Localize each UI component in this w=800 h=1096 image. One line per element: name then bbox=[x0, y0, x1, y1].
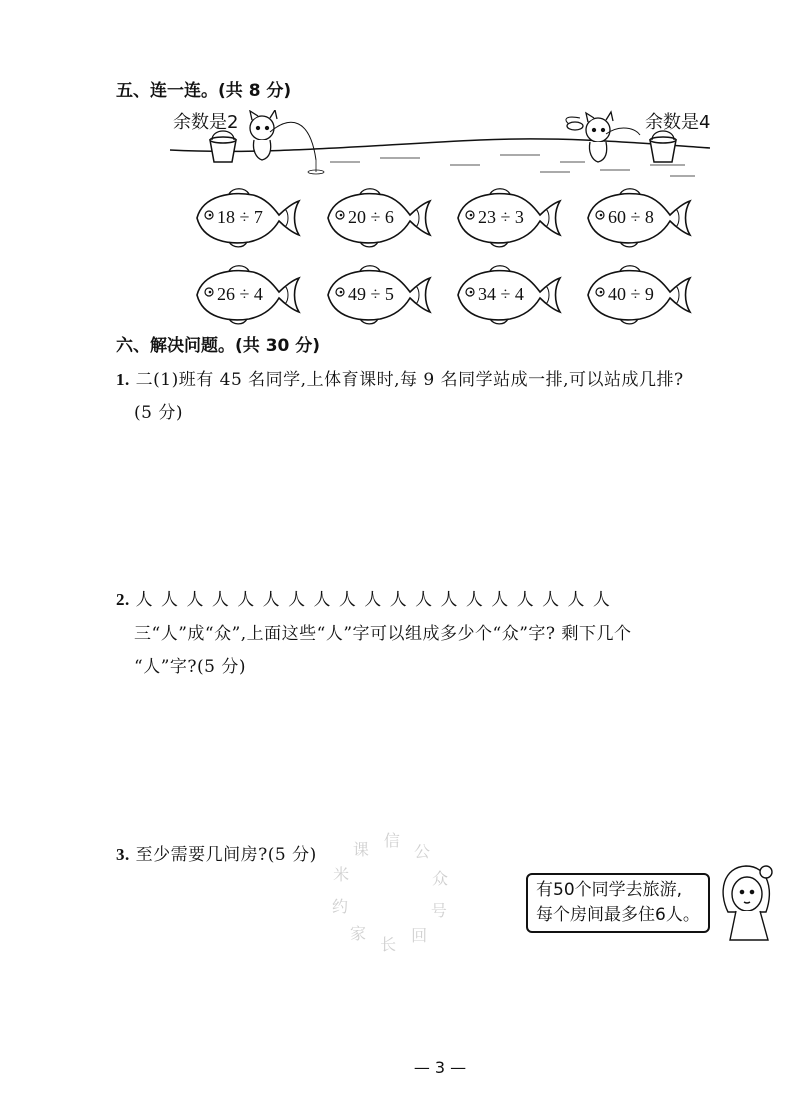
question-1-score: (5 分) bbox=[134, 403, 183, 423]
bubble-line-1: 有50个同学去旅游, bbox=[536, 880, 683, 900]
question-1 bbox=[116, 365, 684, 390]
right-cat-fishing-icon bbox=[566, 112, 640, 162]
question-3 bbox=[116, 840, 317, 865]
section-6-title: 六、解决问题。(共 30 分) bbox=[116, 336, 321, 356]
question-1-number: 1. bbox=[116, 370, 130, 389]
fish-card[interactable] bbox=[193, 185, 301, 251]
fish-expression: 26 ÷ 4 bbox=[217, 284, 263, 304]
fish-card[interactable] bbox=[193, 262, 301, 328]
watermark-stamp bbox=[320, 820, 460, 960]
question-3-number: 3. bbox=[116, 845, 130, 864]
fish-expression: 60 ÷ 8 bbox=[608, 207, 654, 227]
right-remainder-label: 余数是4 bbox=[645, 112, 711, 133]
fish-expression: 40 ÷ 9 bbox=[608, 284, 654, 304]
fish-card[interactable] bbox=[324, 262, 432, 328]
watermark-char: 长 bbox=[380, 934, 397, 954]
left-remainder-label: 余数是2 bbox=[173, 112, 239, 133]
question-1-line1: 二(1)班有 45 名同学,上体育课时,每 9 名同学站成一排,可以站成几排? bbox=[135, 370, 684, 390]
question-2-people-row: 人 人 人 人 人 人 人 人 人 人 人 人 人 人 人 人 人 人 人 bbox=[135, 590, 612, 610]
question-2-people-row-wrap bbox=[116, 585, 611, 610]
left-bucket-icon bbox=[210, 131, 236, 162]
watermark-char: 信 bbox=[383, 831, 400, 851]
watermark-char: 众 bbox=[431, 868, 448, 888]
question-2-line2: “人”字?(5 分) bbox=[134, 657, 246, 677]
question-2-line1: 三“人”成“众”,上面这些“人”字可以组成多少个“众”字? 剩下几个 bbox=[134, 624, 632, 644]
fish-card[interactable] bbox=[324, 185, 432, 251]
left-cat-fishing-icon bbox=[250, 110, 324, 174]
watermark-char: 课 bbox=[352, 839, 369, 859]
speech-bubble bbox=[526, 873, 710, 933]
fish-card[interactable] bbox=[584, 185, 692, 251]
question-3-text: 至少需要几间房?(5 分) bbox=[135, 845, 317, 865]
fish-card[interactable] bbox=[454, 262, 562, 328]
watermark-char: 号 bbox=[430, 900, 447, 920]
watermark-char: 公 bbox=[414, 842, 431, 862]
pond-scene-illustration bbox=[150, 110, 720, 185]
watermark-char: 家 bbox=[349, 923, 366, 943]
watermark-char: 约 bbox=[332, 897, 349, 917]
fish-expression: 23 ÷ 3 bbox=[478, 207, 524, 227]
fish-expression: 34 ÷ 4 bbox=[478, 284, 524, 304]
fish-card[interactable] bbox=[454, 185, 562, 251]
fish-expression: 18 ÷ 7 bbox=[217, 207, 263, 227]
page-number: — 3 — bbox=[413, 1058, 467, 1077]
girl-icon bbox=[718, 862, 778, 942]
fish-expression: 20 ÷ 6 bbox=[348, 207, 394, 227]
right-bucket-icon bbox=[650, 131, 676, 162]
fish-card[interactable] bbox=[584, 262, 692, 328]
watermark-char: 米 bbox=[333, 865, 350, 885]
fish-expression: 49 ÷ 5 bbox=[348, 284, 394, 304]
question-2-number: 2. bbox=[116, 590, 130, 609]
watermark-char: 回 bbox=[411, 926, 428, 946]
bubble-line-2: 每个房间最多住6人。 bbox=[536, 905, 700, 925]
section-5-title: 五、连一连。(共 8 分) bbox=[116, 81, 292, 101]
